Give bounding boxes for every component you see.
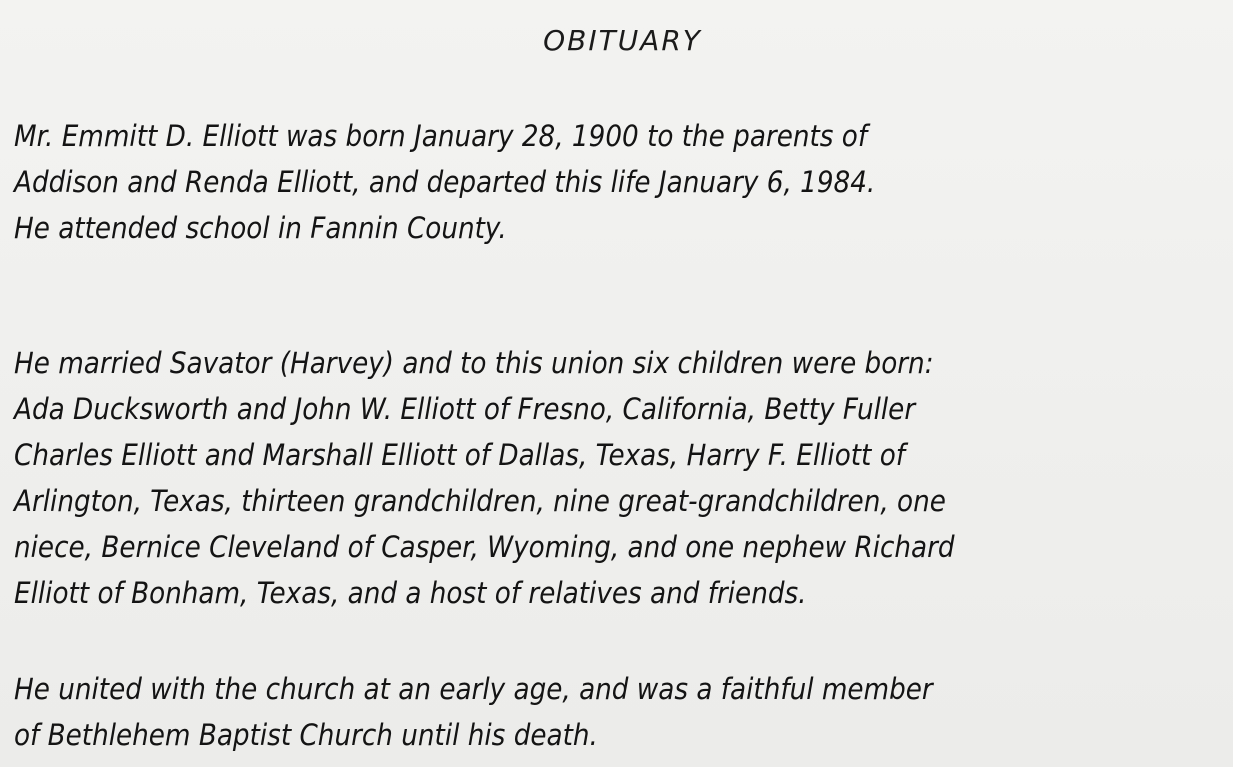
paragraph-church [14, 666, 933, 758]
paragraph-line: Elliott of Bonham, Texas, and a host of relatives and friends. [14, 576, 807, 610]
paragraph-line: He attended school in Fannin County. [14, 211, 507, 245]
paragraph-line: Ada Ducksworth and John W. Elliott of Fresno, California, Betty Fuller [14, 392, 916, 426]
paragraph-line: of Bethlehem Baptist Church until his death. [14, 718, 598, 752]
paragraph-line: Arlington, Texas, thirteen grandchildren, nine great-grandchildren, one [14, 484, 946, 518]
paragraph-line: Addison and Renda Elliott, and departed this life January 6, 1984. [14, 165, 876, 199]
paragraph-line: niece, Bernice Cleveland of Casper, Wyoming, and one nephew Richard [14, 530, 955, 564]
paragraph-line: Charles Elliott and Marshall Elliott of Dallas, Texas, Harry F. Elliott of [14, 438, 905, 472]
paragraph-line: Mr. Emmitt D. Elliott was born January 28, 1900 to the parents of [14, 119, 868, 153]
paragraph-family [14, 340, 955, 616]
paragraph-birth [14, 113, 875, 251]
paragraph-line: He united with the church at an early age, and was a faithful member [14, 672, 933, 706]
paragraph-line: He married Savator (Harvey) and to this union six children were born: [14, 346, 934, 380]
document-title: OBITUARY [543, 24, 702, 57]
